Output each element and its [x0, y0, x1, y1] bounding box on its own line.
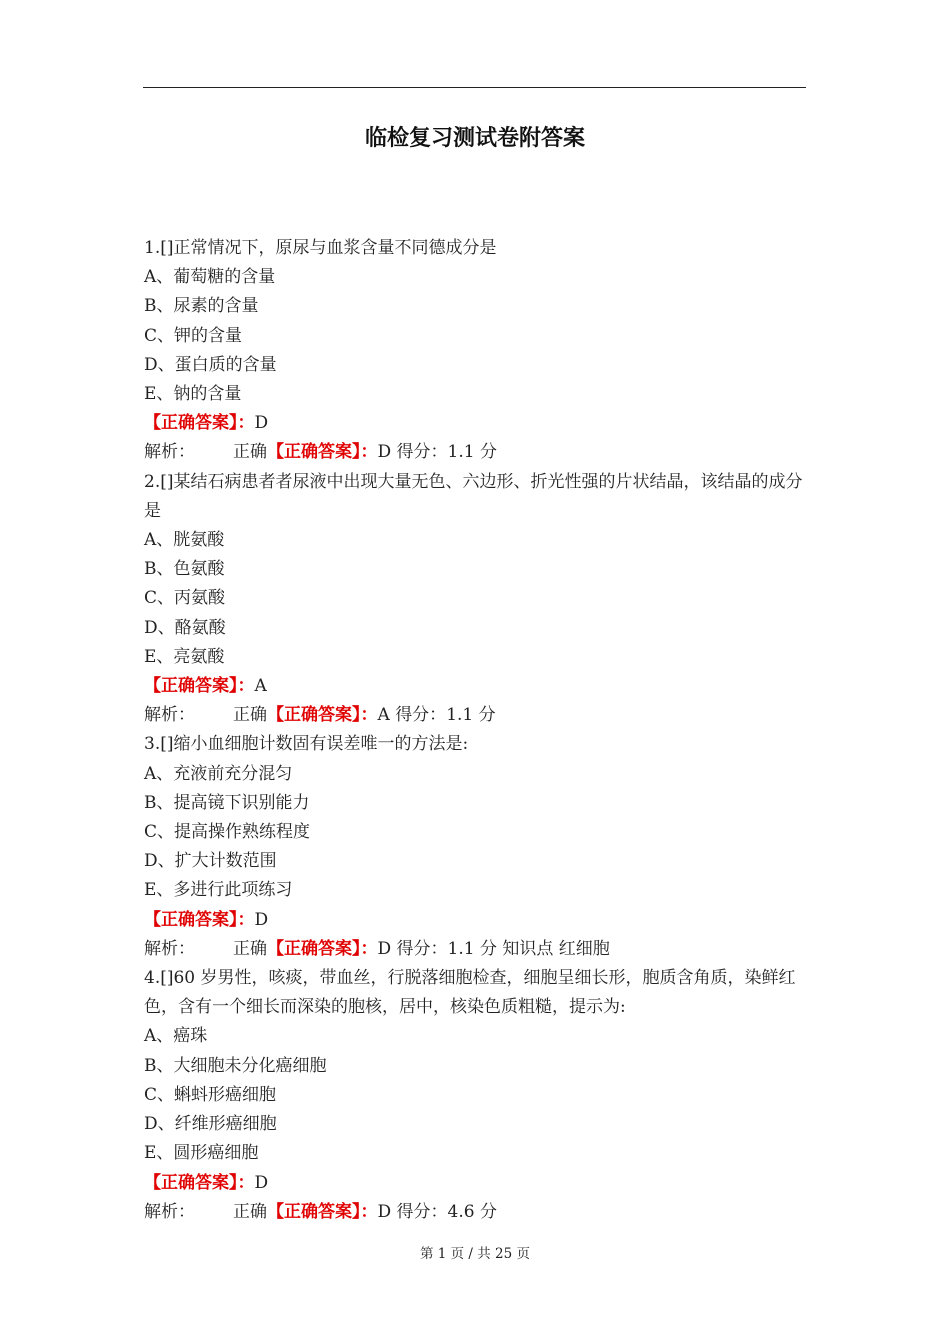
- option-b: B、尿素的含量: [144, 296, 259, 317]
- analysis-line: [144, 701, 809, 730]
- analysis-line: [144, 1198, 809, 1227]
- option-a: A、充液前充分混匀: [144, 763, 293, 784]
- correct-answer-label: 【正确答案】：: [144, 1172, 255, 1193]
- option-d: D、扩大计数范围: [144, 851, 277, 872]
- option-c: C、钾的含量: [144, 325, 243, 346]
- option-c: C、提高操作熟练程度: [144, 822, 311, 843]
- option-b: B、大细胞未分化癌细胞: [144, 1055, 327, 1076]
- question-text: 1.[]正常情况下，原尿与血浆含量不同德成分是: [144, 238, 497, 258]
- correct-label: 正确: [233, 1201, 267, 1222]
- correct-label: 正确: [233, 705, 267, 726]
- score-label: 得分：: [396, 1201, 448, 1222]
- question-text: 4.[]60 岁男性，咳痰，带血丝，行脱落细胞检查，细胞呈细长形，胞质含角质，染鲜红色，含有一个细长而深染的胞核，居中，核染色质粗糙，提示为:: [144, 968, 796, 1018]
- correct-label: 正确: [233, 938, 267, 959]
- knowledge-point: 知识点 红细胞: [502, 938, 610, 959]
- answer-value: D: [254, 909, 269, 930]
- question-2: [144, 468, 809, 731]
- option-b: B、色氨酸: [144, 559, 225, 580]
- question-1: [144, 234, 809, 468]
- score-label: 得分：: [396, 938, 448, 959]
- option-d: D、纤维形癌细胞: [144, 1114, 277, 1135]
- correct-answer-label: 【正确答案】：: [267, 442, 378, 463]
- score-value: 1.1 分: [447, 442, 497, 463]
- question-4: [144, 964, 809, 1227]
- analysis-label: 解析：: [144, 938, 195, 959]
- analysis-line: [144, 438, 809, 467]
- option-e: E、多进行此项练习: [144, 880, 293, 901]
- option-e: E、圆形癌细胞: [144, 1143, 259, 1164]
- answer-line: [144, 409, 809, 438]
- answer-value: A: [254, 676, 267, 697]
- question-3: [144, 730, 809, 964]
- answer-value: D: [377, 1201, 392, 1222]
- correct-answer-label: 【正确答案】：: [267, 1201, 378, 1222]
- score-label: 得分：: [396, 442, 448, 463]
- correct-answer-label: 【正确答案】：: [267, 705, 378, 726]
- page-footer: 第 1 页 / 共 25 页: [419, 1246, 531, 1262]
- question-text: 2.[]某结石病患者者尿液中出现大量无色、六边形、折光性强的片状结晶，该结晶的成分是: [144, 471, 803, 521]
- answer-value: D: [254, 1172, 269, 1193]
- option-e: E、亮氨酸: [144, 646, 225, 667]
- answer-line: [144, 672, 809, 701]
- option-d: D、酪氨酸: [144, 617, 226, 638]
- option-d: D、蛋白质的含量: [144, 354, 277, 375]
- score-label: 得分：: [395, 705, 447, 726]
- analysis-label: 解析：: [144, 705, 195, 726]
- answer-value: D: [377, 938, 392, 959]
- option-a: A、葡萄糖的含量: [144, 267, 276, 288]
- analysis-line: [144, 935, 809, 964]
- option-b: B、提高镜下识别能力: [144, 792, 310, 813]
- answer-line: [144, 1169, 809, 1198]
- question-list: [144, 234, 809, 1227]
- option-a: A、癌珠: [144, 1026, 208, 1047]
- analysis-label: 解析：: [144, 1201, 195, 1222]
- correct-answer-label: 【正确答案】：: [267, 938, 378, 959]
- correct-answer-label: 【正确答案】：: [144, 909, 255, 930]
- option-c: C、丙氨酸: [144, 588, 226, 609]
- analysis-label: 解析：: [144, 442, 195, 463]
- answer-line: [144, 906, 809, 935]
- option-c: C、蝌蚪形癌细胞: [144, 1084, 277, 1105]
- score-value: 4.6 分: [447, 1201, 497, 1222]
- answer-value: A: [377, 705, 390, 726]
- correct-answer-label: 【正确答案】：: [144, 413, 255, 434]
- header-rule: [143, 87, 806, 88]
- question-text: 3.[]缩小血细胞计数固有误差唯一的方法是:: [144, 734, 469, 755]
- document-title: 临检复习测试卷附答案: [364, 126, 585, 151]
- correct-answer-label: 【正确答案】：: [144, 676, 255, 697]
- option-a: A、胱氨酸: [144, 530, 225, 551]
- option-e: E、钠的含量: [144, 384, 242, 405]
- correct-label: 正确: [233, 442, 267, 463]
- score-value: 1.1 分: [447, 938, 497, 959]
- answer-value: D: [254, 413, 269, 434]
- score-value: 1.1 分: [446, 705, 496, 726]
- answer-value: D: [377, 442, 392, 463]
